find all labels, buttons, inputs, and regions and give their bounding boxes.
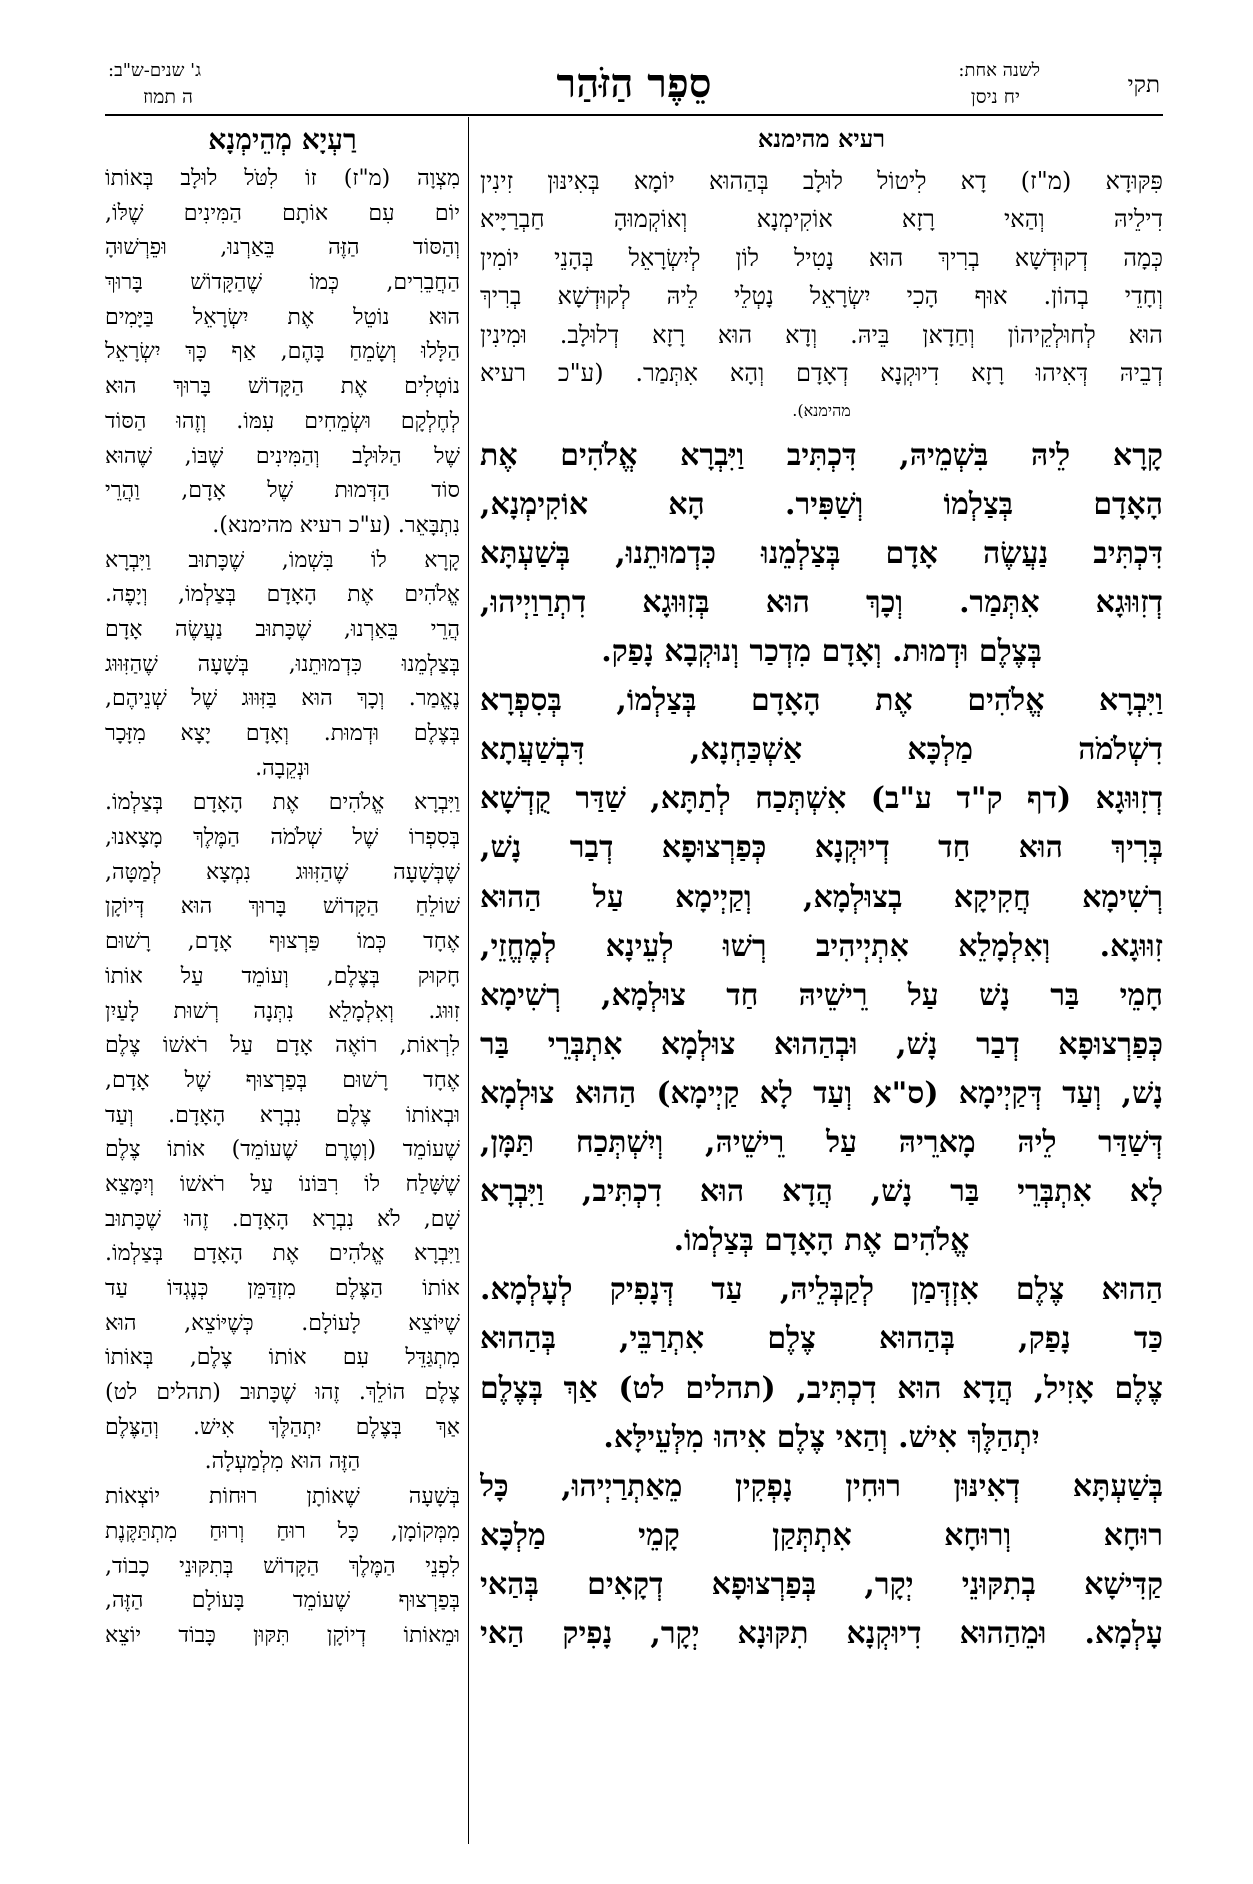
text-line: בְּסִפְרוֹ שֶׁל שְׁלֹמֹה הַמֶּלֶךְ מָצָאנוּ,	[105, 825, 460, 851]
text-line: אַךְ בְּצֶלֶם יִתְהַלֶּךְ אִישׁ. וְהַצֶּלֶם	[105, 1414, 460, 1440]
text-line: לִרְאוֹת, רוֹאֶה אָדָם עַל רֹאשׁוֹ צֶלֶם	[105, 1033, 460, 1059]
header-left-date: ה תמוז	[143, 86, 193, 108]
text-line: מִמְּקוֹמָן, כָּל רוּחַ וְרוּחַ מִתְתַּקֶּנֶת	[105, 1518, 460, 1544]
left-column-heading: רַעְיָא מְהֵימְנָא	[208, 123, 357, 156]
text-line: עָלְמָא. וּמֵהַהוּא דִיוּקְנָא תִקּוּנָא יְקָר, נָפִיק הַאי	[480, 1615, 1163, 1651]
text-line: מהימנא).	[792, 401, 851, 421]
text-line: דְבֵיהּ דְּאִיהוּ רָזָא דִיוּקְנָא דְאָדָם וְהָא אִתְּמַר. (ע"כ רעיא	[480, 358, 1163, 387]
text-line: בְּצַלְמֵנוּ כִּדְמוּתֵנוּ, בְּשָׁעָה שֶׁהַזִּוּוּג	[105, 651, 460, 677]
text-line: וּנְקֵבָה.	[255, 755, 310, 781]
text-line: נִתְבָּאֵר. (ע"כ רעיא מהימנא).	[212, 512, 460, 538]
text-line: וְהַסּוֹד הַזֶּה בֵּאַרְנוּ, וּפֵרְשׁוּהָ	[105, 235, 460, 261]
text-line: מִצְוָה (מ"ז) זוֹ לִטֹּל לוּלָב בְּאוֹתוֹ	[105, 166, 460, 191]
text-line: אֱלֹהִים אֶת הָאָדָם בְּצַלְמוֹ.	[673, 1223, 970, 1259]
text-line: לִפְנֵי הַמֶּלֶךְ הַקָּדוֹשׁ בְּתִקּוּנֵי כָבוֹד,	[105, 1553, 460, 1579]
text-line: דִּכְתִּיב נַעֲשֶׂה אָדָם בְּצַלְמֵנוּ כִּדְמוּתֵנוּ, בְּשַׁעְתָּא	[480, 535, 1163, 571]
page-title: סֵפֶר הַזֹּהַר	[556, 60, 712, 107]
text-line: שֶׁשָּׁלַח לוֹ רִבּוֹנוֹ עַל רֹאשׁוֹ וְיִמָּצֵא	[105, 1171, 460, 1197]
text-line: זִוּוּג. וְאִלְמָלֵא נִתְּנָה רְשׁוּת לָעַיִן	[105, 998, 460, 1024]
text-line: שֶׁבְּשָׁעָה שֶׁהַזִּוּוּג נִמְצָא לְמַטָּה,	[105, 859, 460, 885]
text-line: הַלָּלוּ וְשָׂמֵחַ בָּהֶם, אַף כָּךְ יִשְׂרָאֵל	[105, 339, 460, 365]
text-line: כְּמָה דְקוּדְשָׁא בְרִיךְ הוּא נָטִיל לוֹן לְיִשְׂרָאֵל בְּהָנֵי יוֹמִין	[480, 243, 1163, 272]
text-line: בְּשָׁעָה שֶׁאוֹתָן רוּחוֹת יוֹצְאוֹת	[105, 1484, 460, 1510]
text-line: הוּא לְחוּלְקֵיהוֹן וְחַדָאן בֵּיהּ. וְדָא הוּא רָזָא דְלוּלָב. וּמִינִין	[480, 320, 1163, 349]
text-line: קָרָא לֵיהּ בִּשְׁמֵיהּ, דִּכְתִּיב וַיִּבְרָא אֱלֹהִים אֶת	[480, 437, 1163, 473]
text-line: נֶאֱמַר. וְכָךְ הוּא בַּזִּוּוּג שֶׁל שְׁנֵיהֶם,	[105, 686, 460, 712]
text-line: הוּא נוֹטֵל אֶת יִשְׂרָאֵל בַּיָּמִים	[105, 304, 460, 330]
text-line: רְשִׁימָא חֲקִיקָא בְצוּלְמָא, וְקַיְימָא עַל הַהוּא	[480, 879, 1163, 915]
text-line: פִּקּוּדָא (מ"ז) דָא לִיטוֹל לוּלָב בְּהַהוּא יוֹמָא בְּאִינּוּן זִינִין	[480, 167, 1163, 195]
text-line: וַיִּבְרָא אֱלֹהִים אֶת הָאָדָם בְּצַלְמוֹ, בְּסִפְרָא	[480, 683, 1163, 719]
text-line: הַחֲבֵרִים, כְּמוֹ שֶׁהַקָּדוֹשׁ בָּרוּךְ	[105, 270, 460, 296]
text-line: לְחֶלְקָם וּשְׂמֵחִים עִמּוֹ. וְזֶהוּ הַסּוֹד	[105, 408, 460, 434]
text-line: נָשׁ, וְעַד דְּקַיְימָא (ס"א וְעַד לָא קַיְימָא) הַהוּא צוּלְמָא	[480, 1075, 1163, 1111]
text-line: צֶלֶם הוֹלֵךְ. זֶהוּ שֶׁכָּתוּב (תהלים לט)	[105, 1380, 460, 1406]
text-line: וּמֵאוֹתוֹ דְיוֹקָן תִּקּוּן כָּבוֹד יוֹצֵא	[105, 1622, 460, 1648]
text-line: דִשְׁלֹמֹה מַלְכָּא אַשְׁכַּחְנָא, דִּבְשַׁעֲתָא	[480, 732, 1163, 768]
text-line: כְּפַרְצוּפָא דְבַר נָשׁ, וּבְהַהוּא צוּלְמָא אִתְבְּרֵי בַּר	[480, 1026, 1163, 1062]
page-header	[108, 52, 1160, 112]
right-column	[480, 122, 1163, 1658]
text-line: שֶׁיּוֹצֵא לָעוֹלָם. כְּשֶׁיּוֹצֵא, הוּא	[105, 1310, 460, 1336]
text-line: וּבְאוֹתוֹ צֶלֶם נִבְרָא הָאָדָם. וְעַד	[105, 1102, 460, 1128]
text-line: צֶלֶם אָזִיל, הֲדָא הוּא דִכְתִּיב, (תהלים לט) אַךְ בְּצֶלֶם	[480, 1370, 1163, 1406]
text-line: וְחָדֵי בְהוֹן. אוּף הָכִי יִשְׂרָאֵל נָטְלֵי לֵיהּ לְקוּדְשָׁא בְרִיךְ	[480, 282, 1163, 311]
header-right-date: יח ניסן	[970, 86, 1020, 108]
text-line: לָא אִתְבְּרֵי בַּר נָשׁ, הֲדָא הוּא דִכְתִּיב, וַיִּבְרָא	[480, 1174, 1163, 1210]
text-line: דִילֵיהּ וְהַאי רָזָא אוֹקִימְנָא וְאוֹקְמוּהָ חַבְרַיָּיא	[480, 205, 1163, 234]
text-line: הֲרֵי בֵּאַרְנוּ, שֶׁכָּתוּב נַעֲשֶׂה אָדָם	[105, 616, 460, 642]
text-line: נוֹטְלִים אֶת הַקָּדוֹשׁ בָּרוּךְ הוּא	[105, 374, 460, 400]
text-line: הָאָדָם בְּצַלְמוֹ וְשַׁפִּיר. הָא אוֹקִימְנָא,	[480, 486, 1163, 522]
text-line: הַזֶּה הוּא מִלְמַעְלָה.	[204, 1449, 361, 1475]
text-line: שֶׁעוֹמֵד (וְטֶרֶם שֶׁעוֹמֵד) אוֹתוֹ צֶלֶם	[105, 1137, 460, 1163]
text-line: שׁוֹלֵחַ הַקָּדוֹשׁ בָּרוּךְ הוּא דְּיוֹקָן	[105, 894, 460, 920]
text-line: בְּרִיךְ הוּא חַד דְיוּקְנָא כְּפַרְצוּפָא דְבַר נָשׁ,	[480, 830, 1163, 866]
text-line: הַהוּא צֶלֶם אִזְדְּמַן לְקַבְּלֵיהּ, עַד דְּנָפִיק לְעָלְמָא.	[480, 1272, 1163, 1308]
text-line: דְזִוּוּגָא (דף ק"ד ע"ב) אִשְׁתְּכַח לְתַתָּא, שַׁדַּר קֻדְשָׁא	[480, 781, 1163, 817]
left-column	[105, 122, 460, 1654]
text-line: יִתְהַלֶּךְ אִישׁ. וְהַאי צֶלֶם אִיהוּ מִלְּעֵילָּא.	[603, 1419, 1040, 1455]
text-line: אוֹתוֹ הַצֶּלֶם מִזְדַּמֵּן כְּנֶגְדּוֹ עַד	[105, 1276, 460, 1301]
text-line: שָׁם, לֹא נִבְרָא הָאָדָם. זֶהוּ שֶׁכָּתוּב	[105, 1206, 460, 1232]
text-line: מִתְגַּדֵּל עִם אוֹתוֹ צֶלֶם, בְּאוֹתוֹ	[105, 1345, 460, 1371]
text-line: חָקוּק בְּצֶלֶם, וְעוֹמֵד עַל אוֹתוֹ	[105, 963, 460, 989]
text-line: זִוּוּגָא. וְאִלְמָלֵא אִתְיְיהִיב רְשׁוּ לְעֵינָא לְמֶחֱזֵי,	[480, 928, 1163, 964]
text-line: קַדִּישָׁא בְתִקּוּנֵי יְקָר, בְּפַרְצוּפָא דְקָאִים בְּהַאי	[480, 1566, 1163, 1602]
text-line: שֶׁל הַלּוּלָב וְהַמִּינִים שֶׁבּוֹ, שֶׁהוּא	[105, 443, 460, 469]
text-line: חָמֵי בַּר נָשׁ עַל רֵישֵׁיהּ חַד צוּלְמָא, רְשִׁימָא	[480, 977, 1163, 1013]
right-column-heading: רעיא מהימנא	[757, 124, 886, 153]
header-right-schedule: לשנה אחת:	[958, 60, 1040, 81]
text-line: אֶחָד רָשׁוּם בְּפַרְצוּף שֶׁל אָדָם,	[105, 1067, 460, 1093]
header-rule	[105, 114, 1163, 116]
text-line: בְּפַרְצוּף שֶׁעוֹמֵד בָּעוֹלָם הַזֶּה,	[105, 1588, 460, 1614]
text-line: דְזִוּוּגָא אִתְּמַר. וְכָךְ הוּא בְּזִוּוּגָא דִתְרַוַיְיהוּ,	[480, 585, 1163, 621]
text-line: בְּשַׁעְתָּא דְאִינּוּן רוּחִין נָפְקִין מֵאַתְרַיְיהוּ, כָּל	[480, 1468, 1163, 1504]
text-line: אֱלֹהִים אֶת הָאָדָם בְּצַלְמוֹ, וְיָפֶה.	[105, 582, 460, 608]
text-line: קָרָא לוֹ בִּשְׁמוֹ, שֶׁכָּתוּב וַיִּבְרָא	[105, 547, 460, 573]
text-line: אֶחָד כְּמוֹ פַּרְצוּף אָדָם, רָשׁוּם	[105, 929, 460, 955]
main-text-block	[480, 431, 1163, 1658]
text-line: יוֹם עִם אוֹתָם הַמִּינִים שֶׁלּוֹ,	[105, 200, 460, 226]
text-line: כַּד נָפַק, בְּהַהוּא צֶלֶם אִתְרַבֵּי, בְּהַהוּא	[480, 1321, 1163, 1357]
text-line: בְּצֶלֶם וּדְמוּת. וְאָדָם מִדְכַר וְנוּקְבָא נָפַק.	[601, 634, 1042, 670]
text-line: בְּצֶלֶם וּדְמוּת. וְאָדָם יָצָא מִזָּכָר	[105, 721, 460, 746]
mishnah-block	[480, 162, 1163, 431]
text-line: רוּחָא וְרוּחָא אִתְתְּקַן קָמֵי מַלְכָּא	[480, 1517, 1163, 1553]
text-line: סוֹד הַדְּמוּת שֶׁל אָדָם, וַהֲרֵי	[105, 478, 460, 504]
column-divider	[468, 117, 469, 1844]
page-number: תקי	[1127, 72, 1160, 98]
header-left-schedule: ג' שנים-ש"ב:	[108, 60, 202, 81]
translation-block	[105, 162, 460, 1654]
text-line: וַיִּבְרָא אֱלֹהִים אֶת הָאָדָם בְּצַלְמוֹ.	[105, 790, 460, 816]
text-line: דְּשַׁדַּר לֵיהּ מָארֵיהּ עַל רֵישֵׁיהּ, וְיִשְׁתְּכַח תַּמָּן,	[480, 1125, 1163, 1161]
text-line: וַיִּבְרָא אֱלֹהִים אֶת הָאָדָם בְּצַלְמוֹ.	[105, 1241, 460, 1267]
